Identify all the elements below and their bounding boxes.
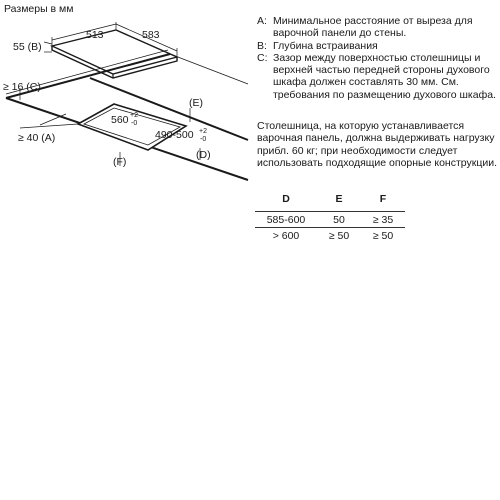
table-header: D <box>282 193 290 205</box>
dim-e-label: (E) <box>189 97 203 109</box>
table-row <box>255 212 405 228</box>
legend-text: Глубина встраивания <box>273 39 378 52</box>
dim-d-label: (D) <box>196 149 211 161</box>
cutout-depth-label: 490-500 <box>155 129 194 141</box>
dim-b-label: 55 (B) <box>13 41 42 53</box>
dim-f-label: (F) <box>113 156 127 168</box>
legend-item-b <box>257 40 497 52</box>
legend-text: Зазор между поверхностью столешницы и верхней частью передней стороны духового шкафа должен составлять 30 мм. См. требования по размещению духового шкафа. <box>273 51 496 101</box>
units-caption: Размеры в мм <box>4 3 74 15</box>
table-cell: ≥ 50 <box>361 228 405 244</box>
table-header-row <box>255 193 405 212</box>
table-cell: 585-600 <box>255 212 317 228</box>
legend <box>257 15 497 101</box>
dim-c-label: ≥ 16 (C) <box>3 81 41 93</box>
table-cell: 50 <box>317 212 361 228</box>
legend-item-c <box>257 52 497 101</box>
dim-depth-label: 583 <box>142 29 160 41</box>
legend-key: A: <box>257 15 267 27</box>
legend-key: B: <box>257 39 267 52</box>
legend-text: Минимальное расстояние от выреза для варочной панели до стены. <box>273 15 473 40</box>
load-note: Столешница, на которую устанавливается варочная панель, должна выдерживать нагрузку прибл. 60 кг; при необходимости следует использовать подходящие опорные конструкции. <box>257 120 497 169</box>
table-row <box>255 228 405 244</box>
table-header: E <box>335 193 343 205</box>
dim-width-label: 513 <box>86 29 104 41</box>
table-header: F <box>379 193 387 205</box>
legend-item-a <box>257 15 497 40</box>
table-cell: ≥ 35 <box>361 212 405 228</box>
table-cell: ≥ 50 <box>317 228 361 244</box>
dimension-table <box>255 193 405 243</box>
dim-a-label: ≥ 40 (A) <box>18 132 56 144</box>
cutout-depth-tol-minus: -0 <box>200 136 207 143</box>
cutout-width-label: 560 <box>111 114 129 126</box>
legend-key: C: <box>257 51 268 64</box>
cutout-width-tol-plus: +2 <box>130 112 138 119</box>
cutout-width-tol-minus: -0 <box>131 120 138 127</box>
installation-diagram <box>0 0 250 200</box>
cutout-depth-tol-plus: +2 <box>199 128 207 135</box>
table-cell: > 600 <box>255 228 317 244</box>
